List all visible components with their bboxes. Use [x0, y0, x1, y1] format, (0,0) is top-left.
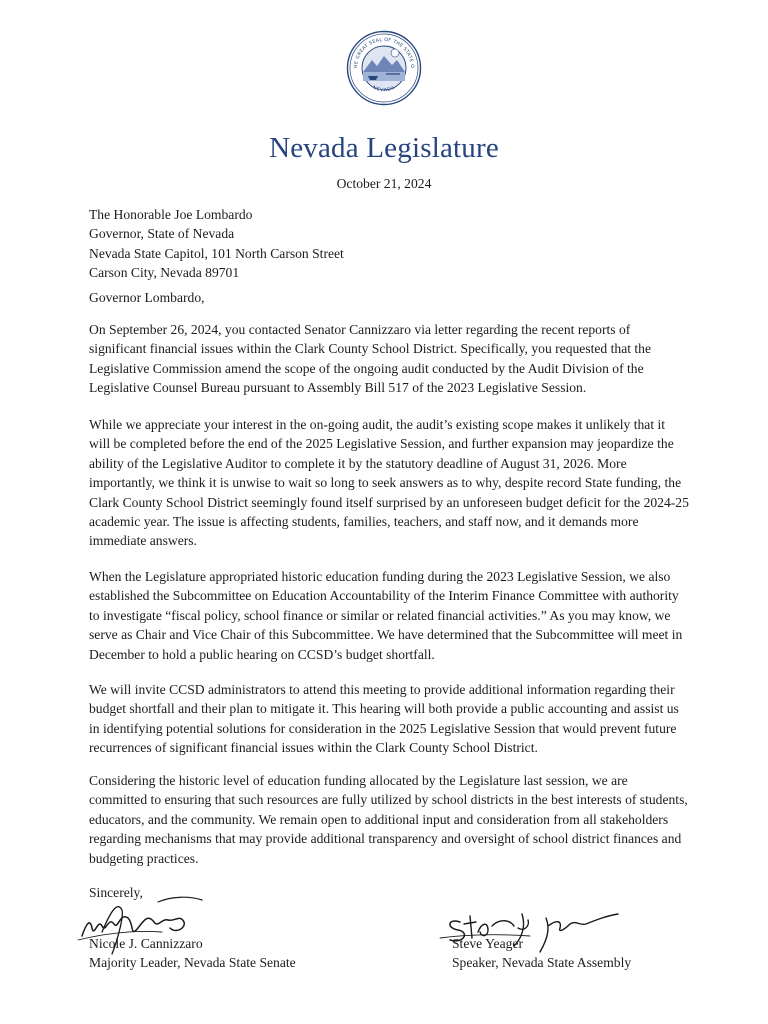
letterhead-title: Nevada Legislature — [269, 132, 499, 164]
seal-top-text: HE GREAT SEAL OF THE STATE O — [353, 37, 415, 69]
recipient-title: Governor, State of Nevada — [89, 226, 235, 242]
body-paragraph: When the Legislature appropriated historic education funding during the 2023 Legislative Session, we also established the Subcommittee on Education Accountability of the Interim Finance Committee with authority to investigate “fiscal policy, school finance or similar or related financial activities.” As you may know, we serve as Chair and Vice Chair of this Subcommittee. We have determined that the Subcommittee will meet in December to hold a public hearing on CCSD’s budget shortfall. — [89, 569, 683, 662]
recipient-address-line1: Nevada State Capitol, 101 North Carson Street — [89, 245, 344, 261]
salutation: Governor Lombardo, — [89, 290, 205, 305]
recipient-address — [89, 205, 689, 283]
signer-title: Speaker, Nevada State Assembly — [452, 955, 632, 971]
seal-bottom-text: NEVADA — [371, 85, 397, 94]
signer-yeager — [452, 934, 631, 973]
body-paragraph: We will invite CCSD administrators to attend this meeting to provide additional information regarding their budget shortfall and their plan to mitigate it. This hearing will both provide a public accounting and assist us in identifying potential solutions for consideration in the 2025 Legislative Session that would prevent future recurrences of significant financial issues within the Clark County School District. — [89, 682, 679, 756]
letter-date: October 21, 2024 — [336, 176, 432, 191]
signer-cannizzaro — [89, 934, 296, 973]
closing: Sincerely, — [89, 885, 143, 900]
body-paragraph: While we appreciate your interest in the on-going audit, the audit’s existing scope makes it unlikely that it will be completed before the end of the 2025 Legislative Session, and further expansion may jeopardize the ability of the Legislative Auditor to complete it by the statutory deadline of August 31, 2026. More importantly, we think it is unwise to wait so long to seek answers as to why, despite record State funding, the Clark County School District seemingly found itself surprised by an unforeseen budget deficit for the 2024-25 academic year. The issue is affecting students, families, teachers, and staff now, and it demands more immediate answers. — [89, 417, 689, 549]
recipient-address-line2: Carson City, Nevada 89701 — [89, 265, 240, 281]
body-paragraph: On September 26, 2024, you contacted Senator Cannizzaro via letter regarding the recent reports of significant financial issues within the Clark County School District. Specifically, you requested that the Legislative Commission amend the scope of the ongoing audit conducted by the Audit Division of the Legislative Counsel Bureau pursuant to Assembly Bill 517 of the 2023 Legislative Session. — [89, 322, 652, 396]
signer-title: Majority Leader, Nevada State Senate — [89, 955, 296, 971]
body-paragraph: Considering the historic level of education funding allocated by the Legislature last session, we are committed to ensuring that such resources are fully utilized by school districts in the best interests of students, educators, and the community. We remain open to additional input and consideration from all stakeholders regarding mechanisms that may provide additional transparency and oversight of school district finances and budgeting practices. — [89, 773, 688, 866]
state-seal-icon — [346, 30, 422, 106]
signer-name: Steve Yeager — [452, 936, 523, 951]
signer-name: Nicole J. Cannizzaro — [89, 936, 203, 951]
recipient-name: The Honorable Joe Lombardo — [89, 207, 253, 222]
